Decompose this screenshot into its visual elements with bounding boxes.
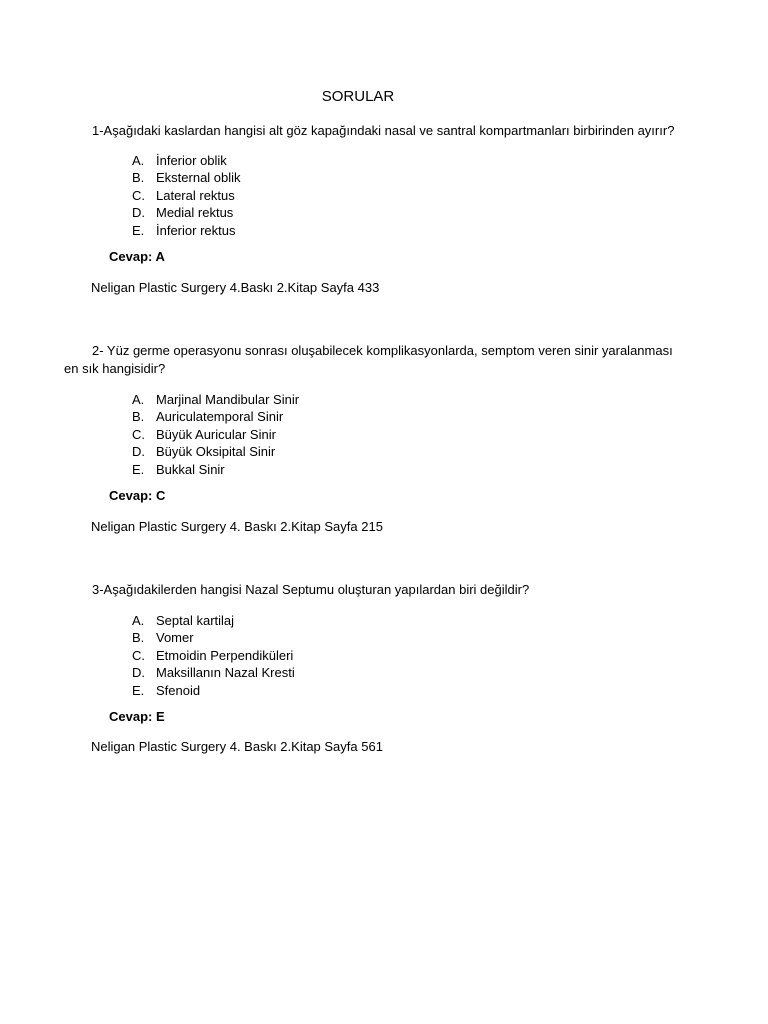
option-letter: E. — [132, 682, 145, 698]
option-3a — [132, 612, 295, 629]
option-letter: C. — [132, 187, 145, 203]
option-letter: C. — [132, 647, 145, 663]
option-2d — [132, 443, 299, 460]
question-2-source: Neligan Plastic Surgery 4. Baskı 2.Kitap Sayfa 215 — [91, 519, 383, 534]
question-1-options — [132, 152, 241, 239]
option-3e — [132, 682, 295, 699]
option-2c — [132, 426, 299, 443]
option-letter: A. — [132, 613, 145, 628]
option-3c — [132, 647, 295, 664]
question-3-text: 3-Aşağıdakilerden hangisi Nazal Septumu oluşturan yapılardan biri değildir? — [92, 582, 530, 597]
option-text: İnferior oblik — [156, 153, 227, 168]
option-letter: C. — [132, 426, 145, 442]
option-text: İnferior rektus — [156, 222, 236, 238]
option-text: Vomer — [156, 630, 194, 646]
option-text: Lateral rektus — [156, 187, 235, 203]
option-text: Auriculatemporal Sinir — [156, 409, 284, 425]
option-text: Sfenoid — [156, 682, 201, 698]
option-1e — [132, 222, 241, 239]
option-letter: B. — [132, 630, 145, 646]
option-text: Etmoidin Perpendiküleri — [156, 647, 294, 663]
question-2-answer: Cevap: C — [109, 488, 166, 503]
option-1d — [132, 204, 241, 221]
page-title: SORULAR — [321, 88, 395, 105]
option-letter: E. — [132, 461, 145, 477]
option-2b — [132, 408, 299, 425]
question-2-options — [132, 391, 299, 478]
question-3-source: Neligan Plastic Surgery 4. Baskı 2.Kitap Sayfa 561 — [91, 739, 383, 754]
question-1-source: Neligan Plastic Surgery 4.Baskı 2.Kitap Sayfa 433 — [91, 280, 380, 295]
option-letter: E. — [132, 222, 145, 238]
option-3d — [132, 664, 295, 681]
question-1-text: 1-Aşağıdaki kaslardan hangisi alt göz kapağındaki nasal ve santral kompartmanları birbirinden ayırır? — [92, 123, 675, 138]
option-text: Büyük Oksipital Sinir — [156, 444, 276, 460]
option-2a — [132, 391, 299, 408]
question-1-answer: Cevap: A — [109, 249, 165, 264]
option-letter: D. — [132, 665, 145, 681]
option-text: Maksillanın Nazal Kresti — [156, 665, 295, 681]
question-3-answer: Cevap: E — [109, 709, 165, 724]
option-text: Eksternal oblik — [156, 170, 241, 186]
option-text: Bukkal Sinir — [156, 461, 225, 477]
option-letter: B. — [132, 170, 145, 186]
option-1b — [132, 169, 241, 186]
option-2e — [132, 461, 299, 478]
question-3-options — [132, 612, 295, 699]
question-2-text: 2- Yüz germe operasyonu sonrası oluşabilecek komplikasyonlarda, semptom veren sinir yaralanması en sık hangisidir? — [64, 343, 673, 376]
option-3b — [132, 629, 295, 646]
option-1a — [132, 152, 241, 169]
option-letter: D. — [132, 205, 145, 221]
option-letter: D. — [132, 444, 145, 460]
option-letter: B. — [132, 409, 145, 425]
option-1c — [132, 187, 241, 204]
option-text: Medial rektus — [156, 205, 234, 221]
option-letter: A. — [132, 153, 145, 168]
option-text: Marjinal Mandibular Sinir — [156, 392, 300, 407]
option-text: Septal kartilaj — [156, 613, 235, 628]
option-letter: A. — [132, 392, 145, 407]
option-text: Büyük Auricular Sinir — [156, 426, 276, 442]
